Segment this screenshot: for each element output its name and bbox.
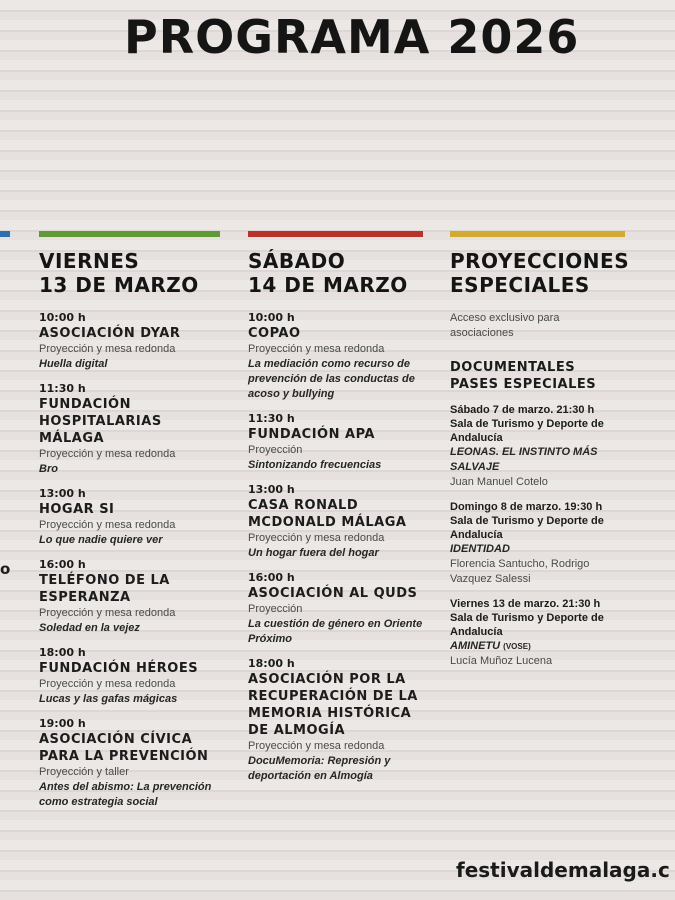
day-name: SÁBADO <box>248 249 346 273</box>
event-type: Proyección y mesa redonda <box>39 448 176 460</box>
film-title: IDENTIDAD <box>450 543 510 555</box>
screening-director: Florencia Santucho, Rodrigo Vazquez Salessi <box>450 558 590 585</box>
event-type: Proyección <box>248 603 303 615</box>
event-time: 13:00 h <box>248 483 295 496</box>
event-time: 18:00 h <box>248 657 295 670</box>
event-type: Proyección y taller <box>39 766 129 778</box>
event-title: Sintonizando frecuencias <box>248 459 382 471</box>
documentaries-heading-line1: DOCUMENTALES <box>450 360 576 375</box>
screening-item <box>450 403 625 490</box>
screening-film <box>450 639 625 654</box>
event-type: Proyección <box>248 444 303 456</box>
screening-venue: Sala de Turismo y Deporte de Andalucía <box>450 612 604 638</box>
special-heading-line1: PROYECCIONES <box>450 249 630 273</box>
event-title: Soledad en la vejez <box>39 622 140 634</box>
special-color-bar <box>450 231 625 237</box>
screening-film <box>450 445 625 475</box>
event-item <box>39 558 220 636</box>
event-organization: HOGAR SI <box>39 502 115 517</box>
event-title: Un hogar fuera del hogar <box>248 547 379 559</box>
event-title: La mediación como recurso de prevención de las conductas de acoso y bullying <box>248 358 415 400</box>
screening-date: Sábado 7 de marzo. 21:30 h <box>450 404 595 416</box>
event-title: Antes del abismo: La prevención como estrategia social <box>39 781 212 808</box>
day-date: 14 DE MARZO <box>248 273 408 297</box>
event-organization: FUNDACIÓN HÉROES <box>39 661 199 676</box>
event-item <box>39 382 220 477</box>
film-title: AMINETU <box>450 640 501 652</box>
special-heading-line2: ESPECIALES <box>450 273 590 297</box>
event-time: 16:00 h <box>248 571 295 584</box>
film-title: LEONAS. EL INSTINTO MÁS SALVAJE <box>450 446 598 473</box>
screening-date: Viernes 13 de marzo. 21:30 h <box>450 598 601 610</box>
page-title: PROGRAMA 2026 <box>124 10 580 64</box>
event-organization: ASOCIACIÓN DYAR <box>39 326 181 341</box>
day-date: 13 DE MARZO <box>39 273 199 297</box>
event-title: Huella digital <box>39 358 108 370</box>
event-title: La cuestión de género en Oriente Próximo <box>248 618 423 645</box>
day-heading <box>39 249 220 297</box>
event-time: 10:00 h <box>39 311 86 324</box>
event-item <box>248 657 423 784</box>
event-time: 19:00 h <box>39 717 86 730</box>
column-friday <box>39 231 220 820</box>
event-item <box>248 311 423 402</box>
event-type: Proyección y mesa redonda <box>39 519 176 531</box>
event-time: 11:30 h <box>248 412 295 425</box>
friday-color-bar <box>39 231 220 237</box>
event-item <box>39 717 220 810</box>
website-url: festivaldemalaga.c <box>456 858 670 882</box>
event-organization: CASA RONALD MCDONALD MÁLAGA <box>248 498 407 530</box>
event-organization: ASOCIACIÓN POR LA RECUPERACIÓN DE LA MEMORIA HISTÓRICA DE ALMOGÍA <box>248 672 418 738</box>
screening-date: Domingo 8 de marzo. 19:30 h <box>450 501 603 513</box>
event-item <box>39 646 220 707</box>
event-time: 18:00 h <box>39 646 86 659</box>
screening-item <box>450 500 625 587</box>
saturday-color-bar <box>248 231 423 237</box>
screening-director: Juan Manuel Cotelo <box>450 476 548 488</box>
day-heading <box>248 249 423 297</box>
event-time: 11:30 h <box>39 382 86 395</box>
event-title: Bro <box>39 463 58 475</box>
screening-venue: Sala de Turismo y Deporte de Andalucía <box>450 418 604 444</box>
event-title: Lo que nadie quiere ver <box>39 534 163 546</box>
event-organization: COPAO <box>248 326 301 341</box>
event-item <box>248 571 423 647</box>
event-time: 16:00 h <box>39 558 86 571</box>
screening-item <box>450 597 625 669</box>
edge-letter: o <box>0 560 11 578</box>
documentaries-heading <box>450 359 625 393</box>
column-saturday <box>248 231 423 794</box>
event-type: Proyección y mesa redonda <box>248 343 385 355</box>
column-special <box>450 231 630 669</box>
day-name: VIERNES <box>39 249 140 273</box>
event-organization: FUNDACIÓN APA <box>248 427 375 442</box>
documentaries-heading-line2: PASES ESPECIALES <box>450 377 597 392</box>
event-item <box>39 311 220 372</box>
event-type: Proyección y mesa redonda <box>39 678 176 690</box>
event-item <box>248 412 423 473</box>
event-organization: ASOCIACIÓN AL QUDS <box>248 586 418 601</box>
event-type: Proyección y mesa redonda <box>39 343 176 355</box>
screening-venue: Sala de Turismo y Deporte de Andalucía <box>450 515 604 541</box>
event-title: Lucas y las gafas mágicas <box>39 693 178 705</box>
event-time: 13:00 h <box>39 487 86 500</box>
event-time: 10:00 h <box>248 311 295 324</box>
event-type: Proyección y mesa redonda <box>248 740 385 752</box>
event-organization: TELÉFONO DE LA ESPERANZA <box>39 573 170 605</box>
event-type: Proyección y mesa redonda <box>39 607 176 619</box>
event-item <box>248 483 423 561</box>
film-tag: (VOSE) <box>503 642 531 651</box>
event-type: Proyección y mesa redonda <box>248 532 385 544</box>
access-note: Acceso exclusivo para asociaciones <box>450 312 560 339</box>
event-item <box>39 487 220 548</box>
edge-color-bar <box>0 231 10 237</box>
event-organization: FUNDACIÓN HOSPITALARIAS MÁLAGA <box>39 397 162 446</box>
screening-film <box>450 542 625 557</box>
special-heading <box>450 249 630 297</box>
screening-director: Lucía Muñoz Lucena <box>450 655 553 667</box>
event-organization: ASOCIACIÓN CÍVICA PARA LA PREVENCIÓN <box>39 732 209 764</box>
event-title: DocuMemoria: Represión y deportación en Almogía <box>248 755 391 782</box>
